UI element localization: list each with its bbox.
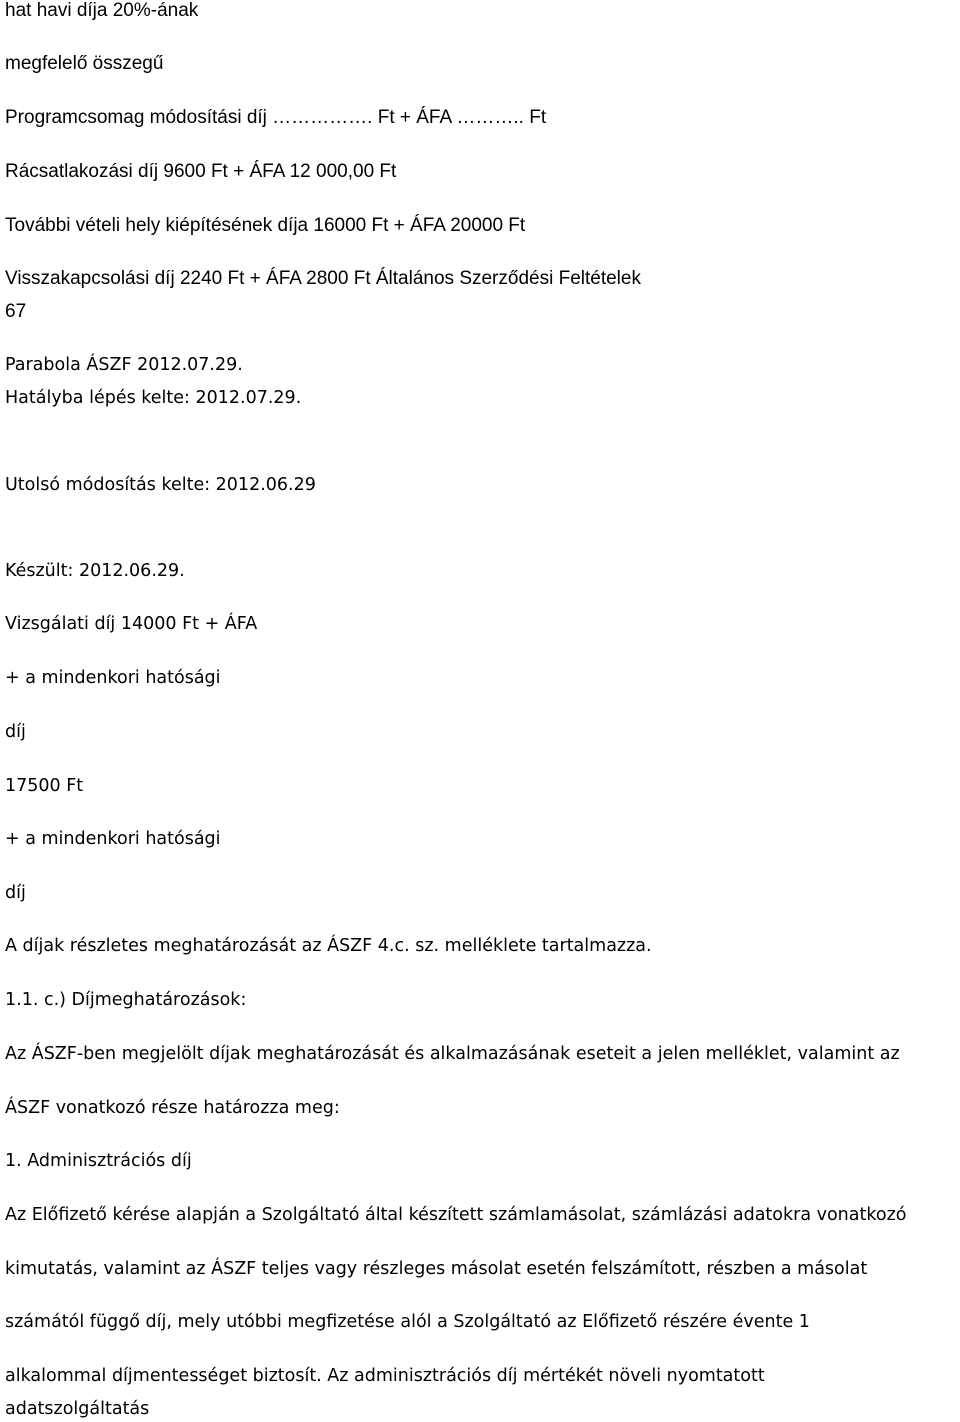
text-line-6: Visszakapcsolási díj 2240 Ft + ÁFA 2800 Ft Általános Szerződési Feltételek [5,268,641,289]
text-line-25: számától függő díj, mely utóbbi megfizetése alól a Szolgáltató az Előfizető részére évente 1 [5,1312,810,1332]
text-line-8: Parabola ÁSZF 2012.07.29. [5,355,243,375]
text-line-11: Készült: 2012.06.29. [5,561,185,581]
text-line-20: Az ÁSZF-ben megjelölt díjak meghatározását és alkalmazásának eseteit a jelen melléklet, valamint az [5,1044,900,1064]
text-line-7: 67 [5,301,27,322]
text-line-26: alkalommal díjmentességet biztosít. Az adminisztrációs díj mértékét növeli nyomtatott [5,1366,765,1386]
text-line-21: ÁSZF vonatkozó része határozza meg: [5,1098,340,1118]
text-line-14: díj [5,722,26,742]
text-line-5: További vételi hely kiépítésének díja 16000 Ft + ÁFA 20000 Ft [5,215,526,236]
text-line-4: Rácsatlakozási díj 9600 Ft + ÁFA 12 000,00 Ft [5,161,397,182]
text-line-23: Az Előfizető kérése alapján a Szolgáltató által készített számlamásolat, számlázási adatokra vonatkozó [5,1205,907,1225]
text-line-22: 1. Adminisztrációs díj [5,1151,192,1171]
text-line-15: 17500 Ft [5,776,84,796]
text-line-17: díj [5,883,26,903]
text-line-2: megfelelő összegű [5,53,164,74]
text-line-24: kimutatás, valamint az ÁSZF teljes vagy részleges másolat esetén felszámított, részben a másolat [5,1259,868,1279]
text-line-9: Hatályba lépés kelte: 2012.07.29. [5,388,302,408]
text-line-16: + a mindenkori hatósági [5,829,221,849]
text-line-10: Utolsó módosítás kelte: 2012.06.29 [5,475,316,495]
text-line-3: Programcsomag módosítási díj ……………. Ft + ÁFA ……….. Ft [5,107,547,128]
text-line-18: A díjak részletes meghatározását az ÁSZF 4.c. sz. melléklete tartalmazza. [5,936,652,956]
text-line-12: Vizsgálati díj 14000 Ft + ÁFA [5,614,258,634]
text-line-13: + a mindenkori hatósági [5,668,221,688]
text-line-27: adatszolgáltatás [5,1399,150,1419]
text-line-1: hat havi díja 20%-ának [5,0,199,21]
text-line-19: 1.1. c.) Díjmeghatározások: [5,990,247,1010]
